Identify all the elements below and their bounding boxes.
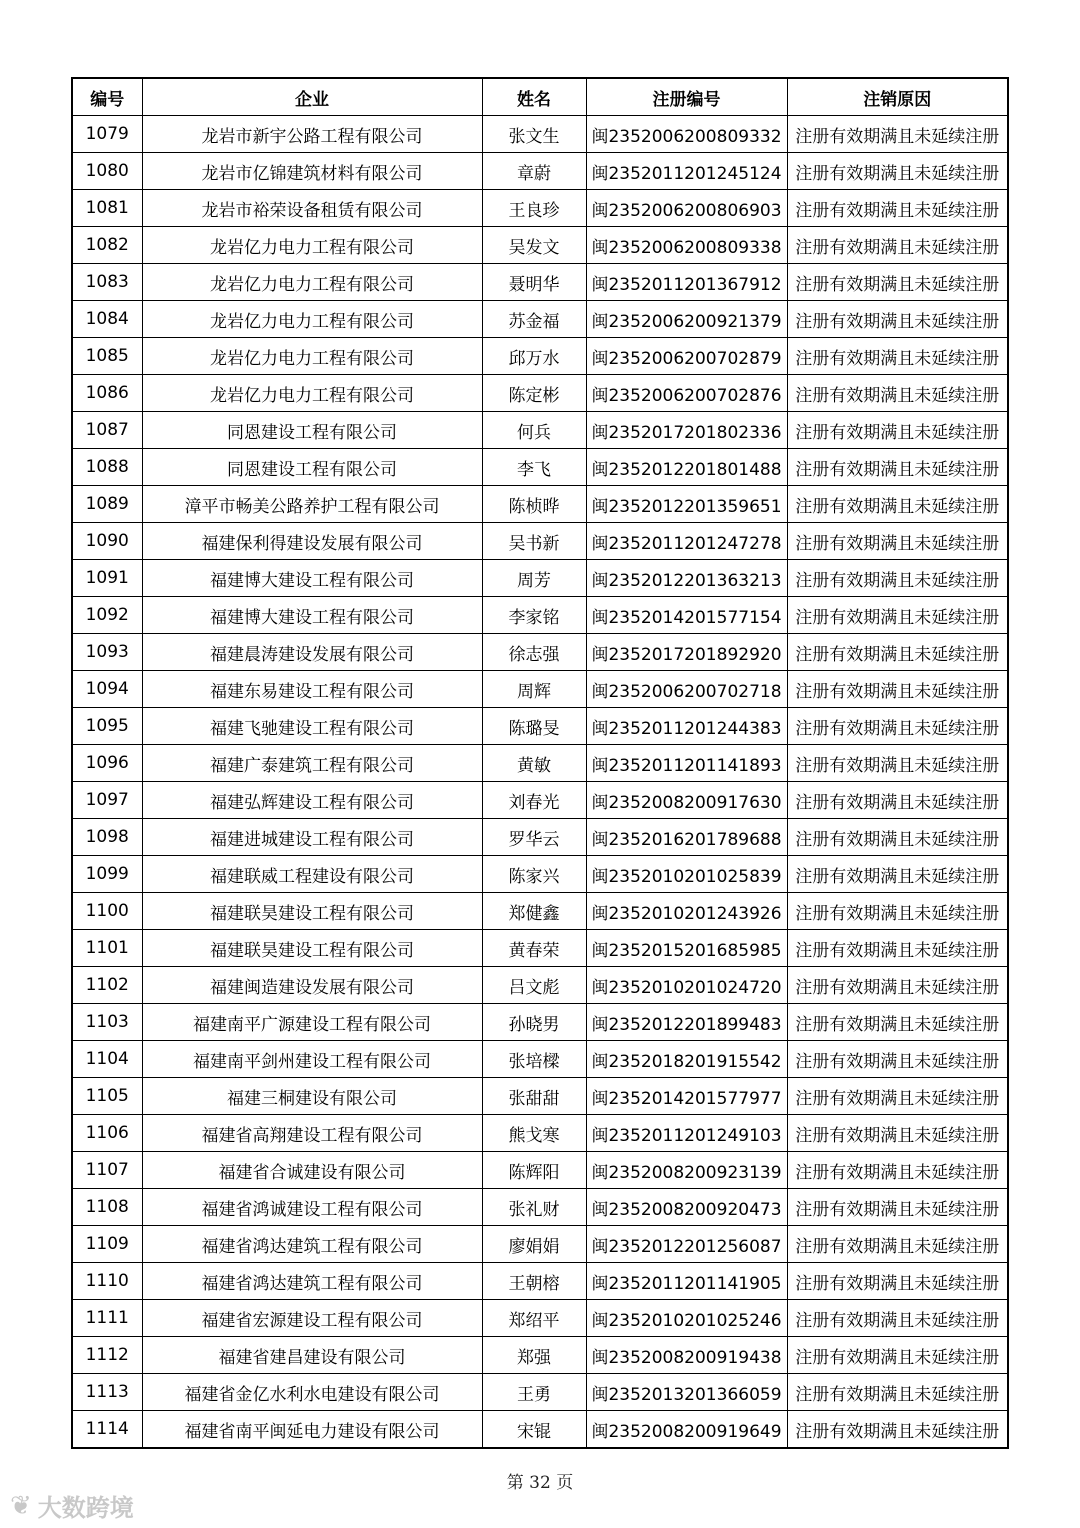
cell-registration-number: 闽2352011201141893 — [586, 745, 787, 782]
cell-name: 王良珍 — [482, 190, 586, 227]
table-row — [72, 153, 1008, 190]
cell-number: 1097 — [72, 782, 142, 819]
table-row — [72, 560, 1008, 597]
cell-name: 徐志强 — [482, 634, 586, 671]
cell-company: 龙岩市亿锦建筑材料有限公司 — [142, 153, 482, 190]
cell-number: 1079 — [72, 116, 142, 153]
cell-cancellation-reason: 注册有效期满且未延续注册 — [787, 301, 1008, 338]
cell-company: 福建省鸿达建筑工程有限公司 — [142, 1263, 482, 1300]
cell-company: 福建省鸿诚建设工程有限公司 — [142, 1189, 482, 1226]
cell-cancellation-reason: 注册有效期满且未延续注册 — [787, 745, 1008, 782]
cell-company: 福建省宏源建设工程有限公司 — [142, 1300, 482, 1337]
cell-company: 福建省合诚建设有限公司 — [142, 1152, 482, 1189]
cell-name: 王勇 — [482, 1374, 586, 1411]
cell-registration-number: 闽2352006200702876 — [586, 375, 787, 412]
cell-company: 福建弘辉建设工程有限公司 — [142, 782, 482, 819]
table-row — [72, 1189, 1008, 1226]
cell-company: 福建联昊建设工程有限公司 — [142, 893, 482, 930]
cell-name: 陈璐旻 — [482, 708, 586, 745]
cell-cancellation-reason: 注册有效期满且未延续注册 — [787, 264, 1008, 301]
cell-number: 1109 — [72, 1226, 142, 1263]
watermark-text: 大数跨境 — [37, 1494, 134, 1522]
cell-registration-number: 闽2352012201899483 — [586, 1004, 787, 1041]
cell-company: 龙岩市新宇公路工程有限公司 — [142, 116, 482, 153]
cell-company: 福建省南平闽延电力建设有限公司 — [142, 1411, 482, 1449]
table-header-row — [72, 78, 1008, 116]
cell-cancellation-reason: 注册有效期满且未延续注册 — [787, 819, 1008, 856]
table-row — [72, 486, 1008, 523]
cell-registration-number: 闽2352012201359651 — [586, 486, 787, 523]
cell-company: 福建南平剑州建设工程有限公司 — [142, 1041, 482, 1078]
cell-number: 1114 — [72, 1411, 142, 1449]
cell-cancellation-reason: 注册有效期满且未延续注册 — [787, 375, 1008, 412]
cell-number: 1096 — [72, 745, 142, 782]
cell-company: 龙岩亿力电力工程有限公司 — [142, 375, 482, 412]
cell-cancellation-reason: 注册有效期满且未延续注册 — [787, 412, 1008, 449]
cell-name: 陈定彬 — [482, 375, 586, 412]
table-row — [72, 1300, 1008, 1337]
cell-cancellation-reason: 注册有效期满且未延续注册 — [787, 560, 1008, 597]
table-row — [72, 338, 1008, 375]
cell-company: 福建联威工程建设有限公司 — [142, 856, 482, 893]
cell-cancellation-reason: 注册有效期满且未延续注册 — [787, 1226, 1008, 1263]
cell-registration-number: 闽2352014201577154 — [586, 597, 787, 634]
table-row — [72, 708, 1008, 745]
cell-number: 1094 — [72, 671, 142, 708]
cell-registration-number: 闽2352006200809332 — [586, 116, 787, 153]
table-row — [72, 782, 1008, 819]
table-row — [72, 412, 1008, 449]
cell-registration-number: 闽2352010201025246 — [586, 1300, 787, 1337]
table-row — [72, 634, 1008, 671]
cell-name: 宋锟 — [482, 1411, 586, 1449]
table-row — [72, 1152, 1008, 1189]
cell-cancellation-reason: 注册有效期满且未延续注册 — [787, 190, 1008, 227]
cell-registration-number: 闽2352012201363213 — [586, 560, 787, 597]
table-row — [72, 1041, 1008, 1078]
cell-number: 1113 — [72, 1374, 142, 1411]
cell-company: 福建省金亿水利水电建设有限公司 — [142, 1374, 482, 1411]
cell-cancellation-reason: 注册有效期满且未延续注册 — [787, 116, 1008, 153]
cell-company: 龙岩亿力电力工程有限公司 — [142, 264, 482, 301]
header-cancellation-reason: 注销原因 — [787, 78, 1008, 116]
cell-name: 张甜甜 — [482, 1078, 586, 1115]
cell-registration-number: 闽2352011201247278 — [586, 523, 787, 560]
cell-number: 1095 — [72, 708, 142, 745]
deregistration-table — [71, 77, 1009, 1449]
cell-number: 1098 — [72, 819, 142, 856]
table-row — [72, 1078, 1008, 1115]
cell-company: 福建博大建设工程有限公司 — [142, 560, 482, 597]
cell-number: 1112 — [72, 1337, 142, 1374]
cell-registration-number: 闽2352018201915542 — [586, 1041, 787, 1078]
table-body — [72, 116, 1008, 1449]
cell-name: 邱万水 — [482, 338, 586, 375]
table-row — [72, 1374, 1008, 1411]
cell-number: 1090 — [72, 523, 142, 560]
cell-name: 刘春光 — [482, 782, 586, 819]
cell-registration-number: 闽2352011201249103 — [586, 1115, 787, 1152]
cell-name: 陈家兴 — [482, 856, 586, 893]
cell-number: 1099 — [72, 856, 142, 893]
cell-registration-number: 闽2352011201367912 — [586, 264, 787, 301]
cell-name: 李家铭 — [482, 597, 586, 634]
cell-cancellation-reason: 注册有效期满且未延续注册 — [787, 597, 1008, 634]
cell-cancellation-reason: 注册有效期满且未延续注册 — [787, 523, 1008, 560]
cell-cancellation-reason: 注册有效期满且未延续注册 — [787, 1374, 1008, 1411]
cell-registration-number: 闽2352015201685985 — [586, 930, 787, 967]
table-row — [72, 1226, 1008, 1263]
cell-name: 张礼财 — [482, 1189, 586, 1226]
cell-registration-number: 闽2352011201245124 — [586, 153, 787, 190]
cell-cancellation-reason: 注册有效期满且未延续注册 — [787, 486, 1008, 523]
cell-registration-number: 闽2352013201366059 — [586, 1374, 787, 1411]
cell-name: 郑健鑫 — [482, 893, 586, 930]
cell-number: 1093 — [72, 634, 142, 671]
cell-number: 1092 — [72, 597, 142, 634]
cell-registration-number: 闽2352008200917630 — [586, 782, 787, 819]
cell-name: 陈桢晔 — [482, 486, 586, 523]
cell-cancellation-reason: 注册有效期满且未延续注册 — [787, 708, 1008, 745]
cell-number: 1104 — [72, 1041, 142, 1078]
cell-cancellation-reason: 注册有效期满且未延续注册 — [787, 671, 1008, 708]
table-row — [72, 893, 1008, 930]
cell-registration-number: 闽2352012201256087 — [586, 1226, 787, 1263]
cell-name: 吴发文 — [482, 227, 586, 264]
cell-company: 龙岩市裕荣设备租赁有限公司 — [142, 190, 482, 227]
cell-company: 福建东易建设工程有限公司 — [142, 671, 482, 708]
cell-company: 福建广泰建筑工程有限公司 — [142, 745, 482, 782]
table-row — [72, 930, 1008, 967]
cell-company: 福建省建昌建设有限公司 — [142, 1337, 482, 1374]
cell-cancellation-reason: 注册有效期满且未延续注册 — [787, 1263, 1008, 1300]
cell-name: 张培樑 — [482, 1041, 586, 1078]
cell-name: 黄春荣 — [482, 930, 586, 967]
cell-cancellation-reason: 注册有效期满且未延续注册 — [787, 1337, 1008, 1374]
cell-number: 1091 — [72, 560, 142, 597]
page-number: 第 32 页 — [506, 1473, 574, 1493]
cell-company: 福建飞驰建设工程有限公司 — [142, 708, 482, 745]
cell-company: 龙岩亿力电力工程有限公司 — [142, 301, 482, 338]
cell-cancellation-reason: 注册有效期满且未延续注册 — [787, 893, 1008, 930]
cell-name: 吴书新 — [482, 523, 586, 560]
table-row — [72, 671, 1008, 708]
cell-cancellation-reason: 注册有效期满且未延续注册 — [787, 338, 1008, 375]
table-row — [72, 375, 1008, 412]
header-number: 编号 — [72, 78, 142, 116]
cell-company: 漳平市畅美公路养护工程有限公司 — [142, 486, 482, 523]
cell-cancellation-reason: 注册有效期满且未延续注册 — [787, 1152, 1008, 1189]
cell-name: 聂明华 — [482, 264, 586, 301]
table-row — [72, 597, 1008, 634]
cell-number: 1088 — [72, 449, 142, 486]
header-registration-number: 注册编号 — [586, 78, 787, 116]
cell-registration-number: 闽2352008200919438 — [586, 1337, 787, 1374]
cell-registration-number: 闽2352008200919649 — [586, 1411, 787, 1449]
table-row — [72, 301, 1008, 338]
cell-name: 苏金福 — [482, 301, 586, 338]
table-row — [72, 1004, 1008, 1041]
cell-company: 同恩建设工程有限公司 — [142, 412, 482, 449]
cell-name: 章蔚 — [482, 153, 586, 190]
cell-name: 罗华云 — [482, 819, 586, 856]
header-company: 企业 — [142, 78, 482, 116]
cell-company: 福建晨涛建设发展有限公司 — [142, 634, 482, 671]
cell-cancellation-reason: 注册有效期满且未延续注册 — [787, 153, 1008, 190]
cell-registration-number: 闽2352006200702718 — [586, 671, 787, 708]
cell-name: 孙晓男 — [482, 1004, 586, 1041]
cell-registration-number: 闽2352010201024720 — [586, 967, 787, 1004]
cell-number: 1102 — [72, 967, 142, 1004]
cell-number: 1084 — [72, 301, 142, 338]
cell-number: 1080 — [72, 153, 142, 190]
cell-cancellation-reason: 注册有效期满且未延续注册 — [787, 1041, 1008, 1078]
cell-company: 福建省鸿达建筑工程有限公司 — [142, 1226, 482, 1263]
cell-number: 1106 — [72, 1115, 142, 1152]
table-row — [72, 227, 1008, 264]
table-row — [72, 1411, 1008, 1449]
table-row — [72, 745, 1008, 782]
cell-number: 1107 — [72, 1152, 142, 1189]
cell-registration-number: 闽2352006200806903 — [586, 190, 787, 227]
cell-number: 1105 — [72, 1078, 142, 1115]
table-row — [72, 856, 1008, 893]
cell-number: 1086 — [72, 375, 142, 412]
cell-company: 福建南平广源建设工程有限公司 — [142, 1004, 482, 1041]
cell-registration-number: 闽2352008200920473 — [586, 1189, 787, 1226]
cell-number: 1103 — [72, 1004, 142, 1041]
cell-company: 龙岩亿力电力工程有限公司 — [142, 338, 482, 375]
cell-name: 王朝榕 — [482, 1263, 586, 1300]
cell-cancellation-reason: 注册有效期满且未延续注册 — [787, 782, 1008, 819]
cell-registration-number: 闽2352014201577977 — [586, 1078, 787, 1115]
cell-registration-number: 闽2352006200809338 — [586, 227, 787, 264]
cell-number: 1087 — [72, 412, 142, 449]
cell-registration-number: 闽2352016201789688 — [586, 819, 787, 856]
cell-name: 李飞 — [482, 449, 586, 486]
cell-registration-number: 闽2352011201244383 — [586, 708, 787, 745]
cell-company: 福建博大建设工程有限公司 — [142, 597, 482, 634]
cell-registration-number: 闽2352006200921379 — [586, 301, 787, 338]
cell-cancellation-reason: 注册有效期满且未延续注册 — [787, 930, 1008, 967]
cell-name: 吕文彪 — [482, 967, 586, 1004]
cell-number: 1101 — [72, 930, 142, 967]
watermark — [10, 1488, 134, 1523]
table-row — [72, 449, 1008, 486]
cell-registration-number: 闽2352008200923139 — [586, 1152, 787, 1189]
cell-registration-number: 闽2352012201801488 — [586, 449, 787, 486]
cell-company: 福建闽造建设发展有限公司 — [142, 967, 482, 1004]
cell-number: 1108 — [72, 1189, 142, 1226]
weibo-icon: ❦ — [10, 1490, 32, 1521]
cell-company: 福建保利得建设发展有限公司 — [142, 523, 482, 560]
header-name: 姓名 — [482, 78, 586, 116]
cell-company: 福建三桐建设有限公司 — [142, 1078, 482, 1115]
table-row — [72, 1115, 1008, 1152]
cell-name: 周芳 — [482, 560, 586, 597]
cell-company: 福建进城建设工程有限公司 — [142, 819, 482, 856]
cell-cancellation-reason: 注册有效期满且未延续注册 — [787, 227, 1008, 264]
cell-name: 郑强 — [482, 1337, 586, 1374]
table-row — [72, 116, 1008, 153]
cell-registration-number: 闽2352006200702879 — [586, 338, 787, 375]
table-row — [72, 264, 1008, 301]
table-row — [72, 1337, 1008, 1374]
cell-number: 1082 — [72, 227, 142, 264]
cell-name: 廖娟娟 — [482, 1226, 586, 1263]
cell-registration-number: 闽2352017201802336 — [586, 412, 787, 449]
cell-name: 何兵 — [482, 412, 586, 449]
table-row — [72, 523, 1008, 560]
cell-name: 陈辉阳 — [482, 1152, 586, 1189]
cell-number: 1081 — [72, 190, 142, 227]
cell-number: 1089 — [72, 486, 142, 523]
cell-cancellation-reason: 注册有效期满且未延续注册 — [787, 1300, 1008, 1337]
cell-name: 黄敏 — [482, 745, 586, 782]
cell-cancellation-reason: 注册有效期满且未延续注册 — [787, 967, 1008, 1004]
table-row — [72, 819, 1008, 856]
table-row — [72, 1263, 1008, 1300]
cell-cancellation-reason: 注册有效期满且未延续注册 — [787, 1004, 1008, 1041]
cell-company: 福建省高翔建设工程有限公司 — [142, 1115, 482, 1152]
cell-cancellation-reason: 注册有效期满且未延续注册 — [787, 1189, 1008, 1226]
cell-company: 龙岩亿力电力工程有限公司 — [142, 227, 482, 264]
cell-number: 1100 — [72, 893, 142, 930]
cell-cancellation-reason: 注册有效期满且未延续注册 — [787, 449, 1008, 486]
cell-registration-number: 闽2352010201025839 — [586, 856, 787, 893]
cell-company: 福建联昊建设工程有限公司 — [142, 930, 482, 967]
cell-cancellation-reason: 注册有效期满且未延续注册 — [787, 856, 1008, 893]
cell-cancellation-reason: 注册有效期满且未延续注册 — [787, 1411, 1008, 1449]
cell-cancellation-reason: 注册有效期满且未延续注册 — [787, 1115, 1008, 1152]
cell-registration-number: 闽2352011201141905 — [586, 1263, 787, 1300]
cell-name: 郑绍平 — [482, 1300, 586, 1337]
table-row — [72, 967, 1008, 1004]
cell-number: 1083 — [72, 264, 142, 301]
cell-number: 1111 — [72, 1300, 142, 1337]
cell-number: 1085 — [72, 338, 142, 375]
cell-registration-number: 闽2352010201243926 — [586, 893, 787, 930]
cell-name: 周辉 — [482, 671, 586, 708]
cell-number: 1110 — [72, 1263, 142, 1300]
cell-cancellation-reason: 注册有效期满且未延续注册 — [787, 1078, 1008, 1115]
cell-registration-number: 闽2352017201892920 — [586, 634, 787, 671]
cell-company: 同恩建设工程有限公司 — [142, 449, 482, 486]
cell-name: 熊戈寒 — [482, 1115, 586, 1152]
cell-cancellation-reason: 注册有效期满且未延续注册 — [787, 634, 1008, 671]
table-row — [72, 190, 1008, 227]
cell-name: 张文生 — [482, 116, 586, 153]
